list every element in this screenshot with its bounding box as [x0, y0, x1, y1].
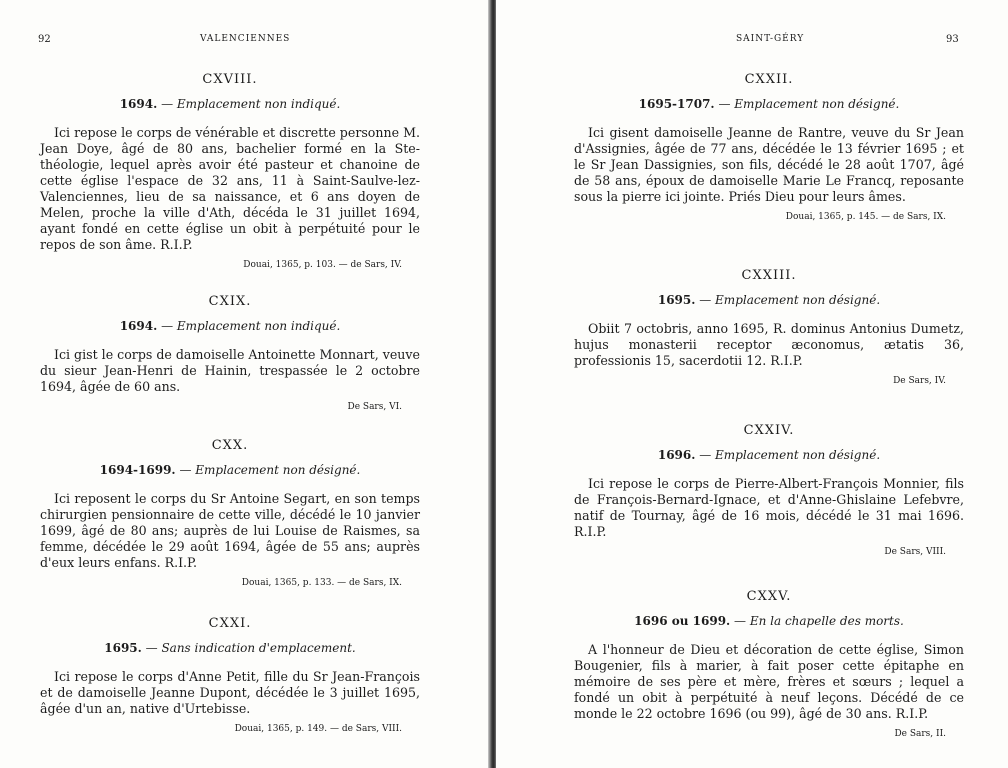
entry-reference: De Sars, VIII.	[884, 547, 946, 557]
entry-reference: De Sars, II.	[894, 729, 946, 739]
entry-location: — En la chapelle des morts.	[730, 614, 904, 628]
entry-location: — Emplacement non désigné.	[695, 448, 881, 462]
entry-reference: Douai, 1365, p. 149. — de Sars, VIII.	[234, 724, 402, 734]
entry-year: 1694-1699.	[99, 463, 176, 477]
right-content	[574, 72, 964, 739]
entry-year: 1694.	[119, 97, 158, 111]
entry-heading	[574, 293, 964, 307]
entry-heading	[40, 319, 420, 333]
entry-year: 1694.	[119, 319, 158, 333]
entry-reference: De Sars, IV.	[893, 376, 946, 386]
entry-text: Ici gist le corps de damoiselle Antoinette Monnart, veuve du sieur Jean-Henri de Hainin, trespassée le 2 octobre 1694, âgée de 60 ans.	[40, 347, 420, 394]
epitaph-entry	[574, 589, 964, 739]
entry-text: A l'honneur de Dieu et décoration de cette église, Simon Bougenier, fils à marier, à fait poser cette épitaphe en mémoire de ses père et mère, frères et sœurs ; lequel a fondé un obit à perpétuité à neuf leçons. Décédé de ce monde le 22 octobre 1696 (ou 99), âgé de 30 ans. R.I.P.	[574, 642, 964, 721]
entry-heading	[574, 614, 964, 628]
epitaph-entry	[40, 72, 420, 294]
entry-year: 1696 ou 1699.	[634, 614, 731, 628]
entry-year: 1696.	[657, 448, 696, 462]
entry-heading	[574, 97, 964, 111]
entry-year: 1695.	[104, 641, 142, 655]
running-head: SAINT-GÉRY	[736, 34, 805, 44]
entry-text: Ici repose le corps de Pierre-Albert-François Monnier, fils de François-Bernard-Ignace, et d'Anne-Ghislaine Lefebvre, natif de Tournay, âgé de 16 mois, décédé le 31 mai 1696. R.I.P.	[574, 476, 964, 539]
entry-reference: De Sars, VI.	[347, 402, 402, 412]
entry-text: Obiit 7 octobris, anno 1695, R. dominus Antonius Dumetz, hujus monasterii receptor æconomus, ætatis 36, professionis 15, sacerdotii 12. R.I.P.	[574, 321, 964, 368]
entry-numeral: CXXII.	[744, 72, 794, 87]
entry-location: — Emplacement non désigné.	[695, 293, 881, 307]
entry-reference: Douai, 1365, p. 145. — de Sars, IX.	[785, 212, 946, 222]
left-content	[40, 72, 420, 734]
entry-reference: Douai, 1365, p. 133. — de Sars, IX.	[241, 578, 402, 588]
entry-year: 1695.	[657, 293, 696, 307]
entry-numeral: CXXIV.	[743, 423, 795, 438]
entry-location: — Emplacement non indiqué.	[157, 97, 341, 111]
epitaph-entry	[40, 294, 420, 438]
entry-heading	[40, 641, 420, 655]
right-page	[496, 0, 1008, 768]
page-number: 93	[946, 34, 959, 45]
entry-numeral: CXVIII.	[202, 72, 258, 87]
entry-heading	[40, 463, 420, 477]
epitaph-entry	[40, 438, 420, 616]
entry-reference: Douai, 1365, p. 103. — de Sars, IV.	[243, 260, 402, 270]
page-number: 92	[38, 34, 51, 45]
epitaph-entry	[40, 616, 420, 734]
entry-text: Ici repose le corps d'Anne Petit, fille du Sr Jean-François et de damoiselle Jeanne Dupont, décédée le 3 juillet 1695, âgée d'un an, native d'Urtebisse.	[40, 669, 420, 716]
entry-numeral: CXIX.	[208, 294, 252, 309]
running-head: VALENCIENNES	[200, 34, 291, 44]
entry-location: — Emplacement non désigné.	[175, 463, 361, 477]
entry-location: — Emplacement non désigné.	[714, 97, 900, 111]
entry-year: 1695-1707.	[638, 97, 715, 111]
entry-location: — Sans indication d'emplacement.	[141, 641, 356, 655]
epitaph-entry	[574, 423, 964, 589]
epitaph-entry	[574, 268, 964, 423]
entry-text: Ici repose le corps de vénérable et discrette personne M. Jean Doye, âgé de 80 ans, bachelier formé en la Ste-théologie, lequel après avoir été pasteur et chanoine de cette église l'espace de 32 ans, 11 à Saint-Saulve-lez-Valenciennes, lieu de sa naissance, et 6 ans doyen de Melen, proche la ville d'Ath, décéda le 31 juillet 1694, ayant fondé en cette église un obit à perpétuité pour le repos de son âme. R.I.P.	[40, 125, 420, 252]
entry-location: — Emplacement non indiqué.	[157, 319, 341, 333]
left-page	[0, 0, 490, 768]
entry-heading	[40, 97, 420, 111]
entry-numeral: CXX.	[211, 438, 249, 453]
entry-text: Ici reposent le corps du Sr Antoine Segart, en son temps chirurgien pensionnaire de cette ville, décédé le 10 janvier 1699, âgé de 80 ans; auprès de lui Louise de Raismes, sa femme, décédée le 29 août 1694, âgée de 55 ans; auprès d'eux leurs enfans. R.I.P.	[40, 491, 420, 570]
entry-numeral: CXXIII.	[741, 268, 797, 283]
epitaph-entry	[574, 72, 964, 268]
entry-numeral: CXXV.	[746, 589, 792, 604]
entry-text: Ici gisent damoiselle Jeanne de Rantre, veuve du Sr Jean d'Assignies, âgée de 77 ans, décédée le 13 février 1695 ; et le Sr Jean Dassignies, son fils, décédé le 28 août 1707, âgé de 58 ans, époux de damoiselle Marie Le Francq, reposante sous la pierre ici jointe. Priés Dieu pour leurs âmes.	[574, 125, 964, 204]
entry-numeral: CXXI.	[208, 616, 252, 631]
entry-heading	[574, 448, 964, 462]
